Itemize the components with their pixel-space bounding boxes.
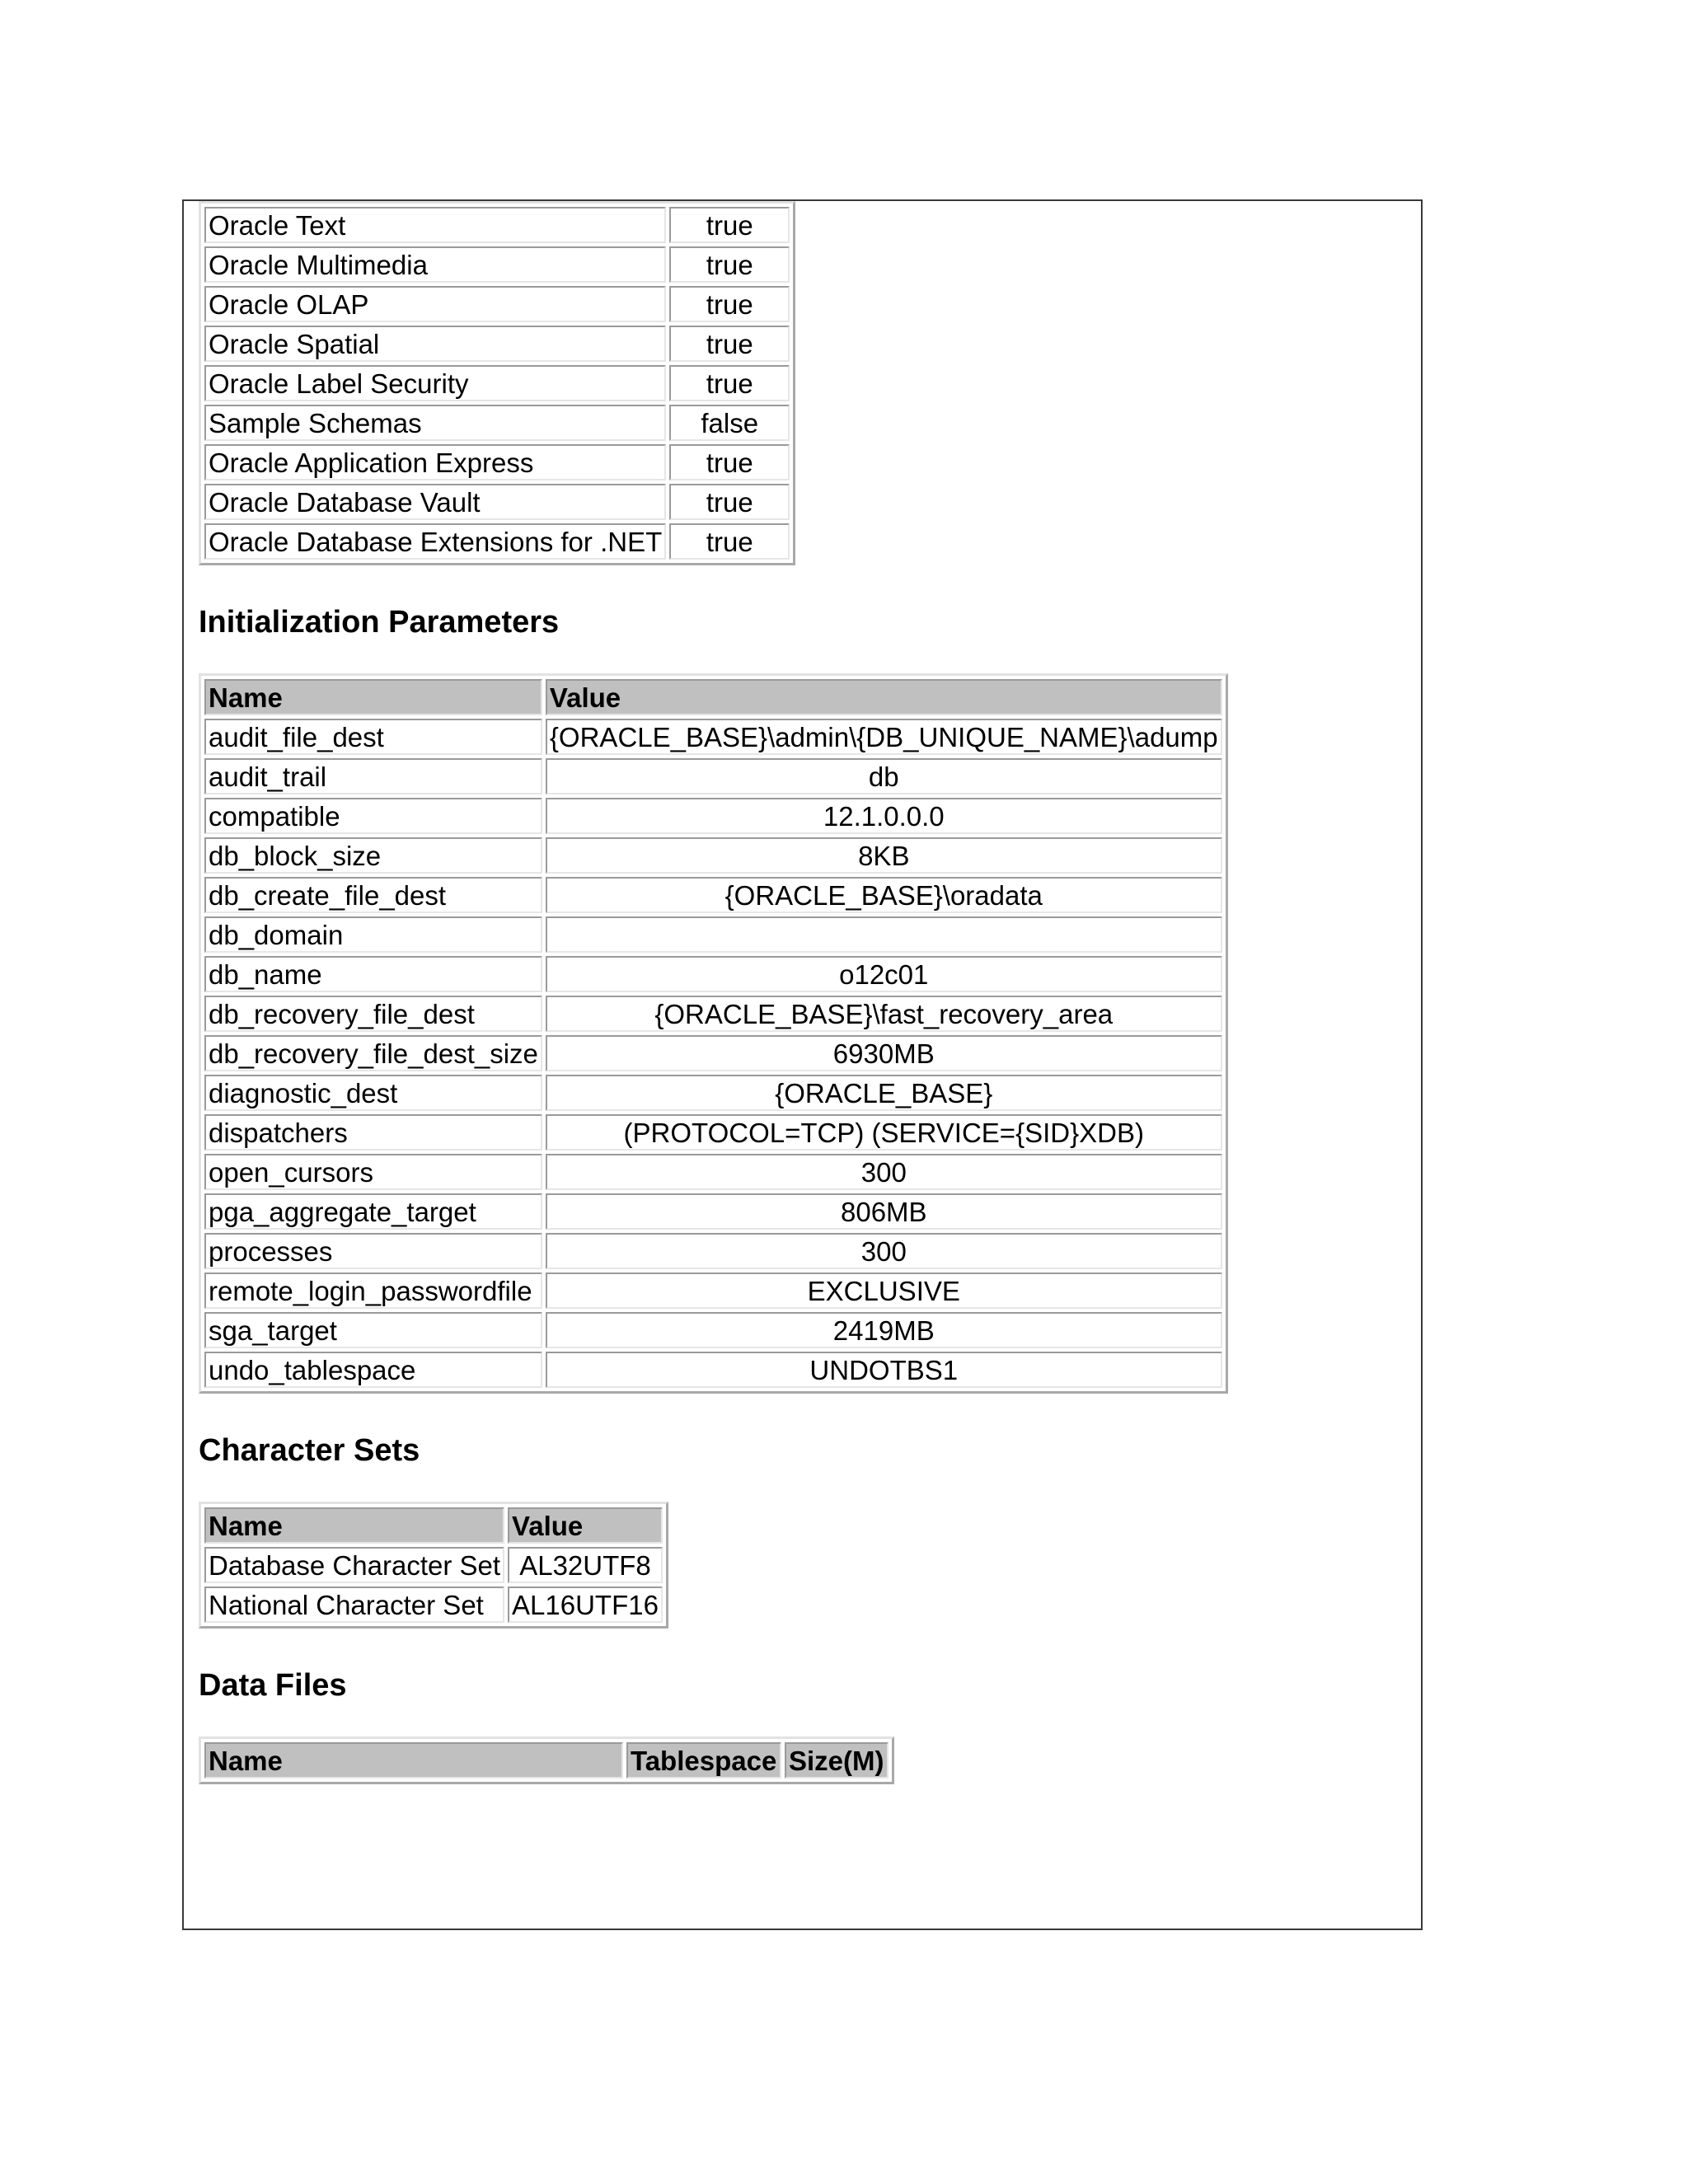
row-value-cell: true: [669, 365, 790, 401]
initialization-parameters-table: [199, 673, 1228, 1394]
row-name-cell: Oracle Database Extensions for .NET: [204, 523, 666, 560]
row-name-cell: audit_file_dest: [204, 719, 542, 755]
table-row: [204, 1586, 663, 1623]
table-row: [204, 758, 1222, 794]
row-value-cell: (PROTOCOL=TCP) (SERVICE={SID}XDB): [546, 1114, 1222, 1151]
column-header-name: Name: [204, 1742, 623, 1779]
table-header-row: [204, 1507, 663, 1544]
row-value-cell: 2419MB: [546, 1312, 1222, 1348]
row-name-cell: diagnostic_dest: [204, 1075, 542, 1111]
row-value-cell: 806MB: [546, 1193, 1222, 1230]
table-row: [204, 246, 790, 283]
table-row: [204, 286, 790, 322]
row-name-cell: audit_trail: [204, 758, 542, 794]
row-value-cell: true: [669, 246, 790, 283]
row-value-cell: [546, 916, 1222, 953]
row-name-cell: remote_login_passwordfile: [204, 1272, 542, 1309]
row-value-cell: {ORACLE_BASE}\oradata: [546, 877, 1222, 913]
row-name-cell: db_create_file_dest: [204, 877, 542, 913]
row-name-cell: dispatchers: [204, 1114, 542, 1151]
row-value-cell: true: [669, 326, 790, 362]
report-content: [199, 201, 1421, 1784]
database-options-table: [199, 201, 795, 565]
table-row: [204, 405, 790, 441]
row-value-cell: o12c01: [546, 956, 1222, 992]
row-name-cell: Oracle Label Security: [204, 365, 666, 401]
table-row: [204, 1233, 1222, 1269]
row-name-cell: National Character Set: [204, 1586, 504, 1623]
table-row: [204, 798, 1222, 834]
table-row: [204, 877, 1222, 913]
row-value-cell: true: [669, 484, 790, 520]
row-name-cell: db_block_size: [204, 837, 542, 874]
table-row: [204, 1272, 1222, 1309]
row-name-cell: db_domain: [204, 916, 542, 953]
column-header-size: Size(M): [785, 1742, 889, 1779]
row-name-cell: undo_tablespace: [204, 1352, 542, 1388]
report-frame: [182, 199, 1423, 1930]
table-row: [204, 365, 790, 401]
row-name-cell: Database Character Set: [204, 1547, 504, 1583]
row-value-cell: false: [669, 405, 790, 441]
row-name-cell: Sample Schemas: [204, 405, 666, 441]
row-name-cell: db_recovery_file_dest_size: [204, 1035, 542, 1071]
character-sets-title: Character Sets: [199, 1433, 420, 1468]
table-row: [204, 916, 1222, 953]
table-row: [204, 484, 790, 520]
row-name-cell: Oracle Application Express: [204, 444, 666, 480]
row-name-cell: pga_aggregate_target: [204, 1193, 542, 1230]
column-header-name: Name: [204, 679, 542, 715]
row-value-cell: true: [669, 444, 790, 480]
row-value-cell: AL16UTF16: [508, 1586, 663, 1623]
row-value-cell: 300: [546, 1154, 1222, 1190]
database-options-body: [204, 207, 790, 560]
row-value-cell: EXCLUSIVE: [546, 1272, 1222, 1309]
column-header-value: Value: [546, 679, 1222, 715]
initialization-parameters-title: Initialization Parameters: [199, 605, 560, 640]
row-value-cell: true: [669, 286, 790, 322]
row-value-cell: 8KB: [546, 837, 1222, 874]
character-sets-body: [204, 1547, 663, 1623]
table-row: [204, 719, 1222, 755]
table-row: [204, 326, 790, 362]
column-header-value: Value: [508, 1507, 663, 1544]
row-value-cell: {ORACLE_BASE}\fast_recovery_area: [546, 996, 1222, 1032]
row-value-cell: true: [669, 523, 790, 560]
row-value-cell: db: [546, 758, 1222, 794]
data-files-title: Data Files: [199, 1668, 347, 1703]
table-row: [204, 523, 790, 560]
row-value-cell: AL32UTF8: [508, 1547, 663, 1583]
row-value-cell: {ORACLE_BASE}: [546, 1075, 1222, 1111]
row-value-cell: {ORACLE_BASE}\admin\{DB_UNIQUE_NAME}\adump: [546, 719, 1222, 755]
table-header-row: [204, 1742, 889, 1779]
row-value-cell: true: [669, 207, 790, 243]
row-name-cell: processes: [204, 1233, 542, 1269]
table-row: [204, 956, 1222, 992]
table-row: [204, 1352, 1222, 1388]
table-row: [204, 837, 1222, 874]
table-row: [204, 1193, 1222, 1230]
character-sets-table: [199, 1502, 668, 1629]
initialization-parameters-body: [204, 719, 1222, 1388]
row-name-cell: Oracle OLAP: [204, 286, 666, 322]
table-row: [204, 996, 1222, 1032]
row-name-cell: db_name: [204, 956, 542, 992]
table-row: [204, 444, 790, 480]
table-row: [204, 1035, 1222, 1071]
table-row: [204, 1075, 1222, 1111]
row-value-cell: UNDOTBS1: [546, 1352, 1222, 1388]
table-row: [204, 1547, 663, 1583]
row-value-cell: 12.1.0.0.0: [546, 798, 1222, 834]
row-name-cell: db_recovery_file_dest: [204, 996, 542, 1032]
column-header-tablespace: Tablespace: [626, 1742, 781, 1779]
row-value-cell: 6930MB: [546, 1035, 1222, 1071]
data-files-table: [199, 1736, 894, 1784]
table-row: [204, 1312, 1222, 1348]
table-row: [204, 1114, 1222, 1151]
row-name-cell: Oracle Database Vault: [204, 484, 666, 520]
table-header-row: [204, 679, 1222, 715]
row-name-cell: sga_target: [204, 1312, 542, 1348]
row-value-cell: 300: [546, 1233, 1222, 1269]
row-name-cell: Oracle Multimedia: [204, 246, 666, 283]
row-name-cell: Oracle Spatial: [204, 326, 666, 362]
row-name-cell: open_cursors: [204, 1154, 542, 1190]
row-name-cell: Oracle Text: [204, 207, 666, 243]
table-row: [204, 207, 790, 243]
row-name-cell: compatible: [204, 798, 542, 834]
table-row: [204, 1154, 1222, 1190]
column-header-name: Name: [204, 1507, 504, 1544]
